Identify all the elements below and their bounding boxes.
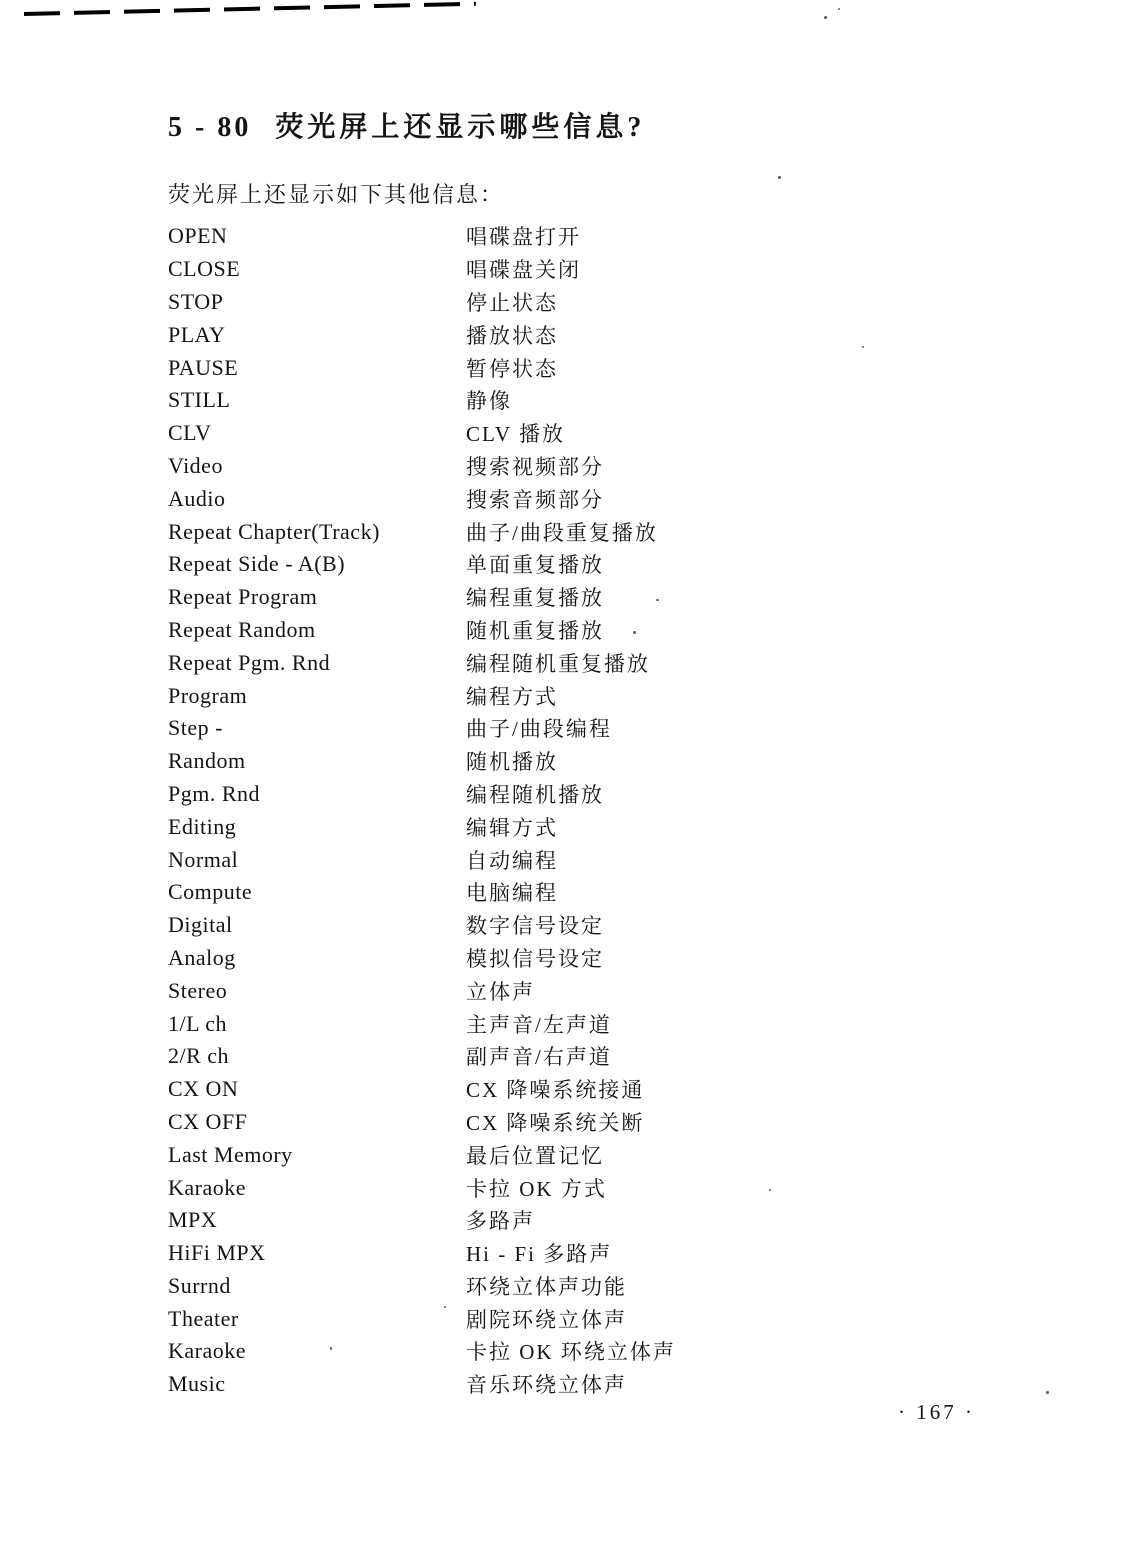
message-row <box>168 614 868 647</box>
message-description: 编程随机播放 <box>466 782 604 807</box>
message-description: 静像 <box>466 389 512 414</box>
scan-speck <box>444 1306 446 1308</box>
message-row <box>168 1138 868 1171</box>
message-code: Music <box>168 1371 226 1397</box>
message-description: 卡拉 OK 方式 <box>466 1176 607 1201</box>
message-description: Hi - Fi 多路声 <box>466 1242 613 1267</box>
message-description: 音乐环绕立体声 <box>466 1373 627 1398</box>
message-row <box>168 450 868 483</box>
message-description: 唱碟盘打开 <box>466 225 581 250</box>
message-description: 立体声 <box>466 979 535 1004</box>
message-code: Karaoke <box>168 1174 247 1200</box>
message-description: 自动编程 <box>466 848 558 873</box>
message-row <box>168 646 868 679</box>
message-code: Last Memory <box>168 1141 293 1167</box>
message-code: Step - <box>168 715 223 741</box>
message-description: 卡拉 OK 环绕立体声 <box>466 1340 676 1365</box>
message-row <box>168 548 868 581</box>
scan-speck <box>633 631 636 634</box>
message-code: CLV <box>168 420 212 446</box>
message-code: Audio <box>168 485 226 511</box>
message-row <box>168 253 868 286</box>
message-description: 曲子/曲段重复播放 <box>466 520 658 545</box>
message-description: 暂停状态 <box>466 356 558 381</box>
message-row <box>168 482 868 515</box>
message-code: OPEN <box>168 223 228 249</box>
section-number: 5 - 80 <box>168 112 252 143</box>
message-description: 数字信号设定 <box>466 914 604 939</box>
message-description: CX 降噪系统接通 <box>466 1078 645 1103</box>
message-row <box>168 745 868 778</box>
message-code: Pgm. Rnd <box>168 780 261 806</box>
message-row <box>168 351 868 384</box>
message-row <box>168 843 868 876</box>
message-row <box>168 515 868 548</box>
scan-speck <box>656 599 659 601</box>
message-row <box>168 1171 868 1204</box>
scan-speck <box>330 1347 332 1350</box>
message-description: 主声音/左声道 <box>466 1012 612 1037</box>
message-description: 编程随机重复播放 <box>466 651 650 676</box>
page-number: · 167 · <box>898 1400 975 1424</box>
message-row <box>168 1073 868 1106</box>
message-row <box>168 1237 868 1270</box>
message-row <box>168 581 868 614</box>
message-code: CX ON <box>168 1076 239 1102</box>
message-code: PAUSE <box>168 354 239 380</box>
message-code: Stereo <box>168 977 228 1003</box>
message-code: 2/R ch <box>168 1043 230 1069</box>
message-row <box>168 942 868 975</box>
message-description: 编辑方式 <box>466 815 558 840</box>
display-message-list <box>168 220 868 1401</box>
message-row <box>168 1335 868 1368</box>
message-code: Random <box>168 748 246 774</box>
scan-speck <box>769 1189 771 1191</box>
message-code: Compute <box>168 879 253 905</box>
message-code: Editing <box>168 813 237 839</box>
message-description: 曲子/曲段编程 <box>466 717 612 742</box>
message-row <box>168 1040 868 1073</box>
message-row <box>168 384 868 417</box>
message-description: 编程方式 <box>466 684 558 709</box>
message-description: 模拟信号设定 <box>466 946 604 971</box>
message-row <box>168 810 868 843</box>
message-description: 播放状态 <box>466 323 558 348</box>
message-code: Program <box>168 682 248 708</box>
message-code: STILL <box>168 387 231 413</box>
message-description: 电脑编程 <box>466 881 558 906</box>
message-code: Repeat Program <box>168 584 318 610</box>
message-code: Video <box>168 452 223 478</box>
message-row <box>168 1007 868 1040</box>
message-row <box>168 220 868 253</box>
intro-text: 荧光屏上还显示如下其他信息： <box>168 182 505 207</box>
message-code: Analog <box>168 944 236 970</box>
message-row <box>168 876 868 909</box>
message-code: Karaoke <box>168 1338 247 1364</box>
message-description: CX 降噪系统关断 <box>466 1110 645 1135</box>
message-code: Digital <box>168 912 233 938</box>
message-row <box>168 679 868 712</box>
page-title: 荧光屏上还显示哪些信息? <box>275 112 646 143</box>
message-description: 多路声 <box>466 1209 535 1234</box>
scan-speck <box>862 346 864 348</box>
message-description: 搜索视频部分 <box>466 454 604 479</box>
message-row <box>168 1368 868 1401</box>
message-code: Repeat Pgm. Rnd <box>168 649 331 675</box>
message-description: 编程重复播放 <box>466 586 604 611</box>
message-row <box>168 1106 868 1139</box>
message-description: 停止状态 <box>466 290 558 315</box>
message-code: Theater <box>168 1305 239 1331</box>
message-description: 单面重复播放 <box>466 553 604 578</box>
torn-edge-dashes <box>24 2 476 16</box>
message-code: Repeat Random <box>168 616 316 642</box>
message-code: CLOSE <box>168 256 241 282</box>
message-row <box>168 417 868 450</box>
message-row <box>168 778 868 811</box>
message-code: HiFi MPX <box>168 1240 266 1266</box>
message-row <box>168 1204 868 1237</box>
message-description: 剧院环绕立体声 <box>466 1307 627 1332</box>
message-code: Normal <box>168 846 239 872</box>
message-code: 1/L ch <box>168 1010 227 1036</box>
message-code: MPX <box>168 1207 218 1233</box>
message-description: CLV 播放 <box>466 422 565 447</box>
message-description: 随机播放 <box>466 750 558 775</box>
message-row <box>168 318 868 351</box>
message-row <box>168 1302 868 1335</box>
message-code: Surrnd <box>168 1272 231 1298</box>
message-code: PLAY <box>168 321 226 347</box>
scan-speck <box>1046 1391 1049 1394</box>
message-description: 环绕立体声功能 <box>466 1274 627 1299</box>
message-description: 最后位置记忆 <box>466 1143 604 1168</box>
message-row <box>168 909 868 942</box>
message-row <box>168 286 868 319</box>
section-heading <box>168 110 645 146</box>
message-code: Repeat Side - A(B) <box>168 551 346 577</box>
message-description: 副声音/右声道 <box>466 1045 612 1070</box>
scan-speck <box>778 176 781 179</box>
message-description: 搜索音频部分 <box>466 487 604 512</box>
scan-speck <box>838 8 840 10</box>
message-code: STOP <box>168 288 224 314</box>
message-row <box>168 974 868 1007</box>
message-description: 唱碟盘关闭 <box>466 258 581 283</box>
message-description: 随机重复播放 <box>466 618 604 643</box>
message-row <box>168 712 868 745</box>
message-code: Repeat Chapter(Track) <box>168 518 380 544</box>
message-row <box>168 1270 868 1303</box>
message-code: CX OFF <box>168 1108 248 1134</box>
scan-speck <box>824 16 827 19</box>
